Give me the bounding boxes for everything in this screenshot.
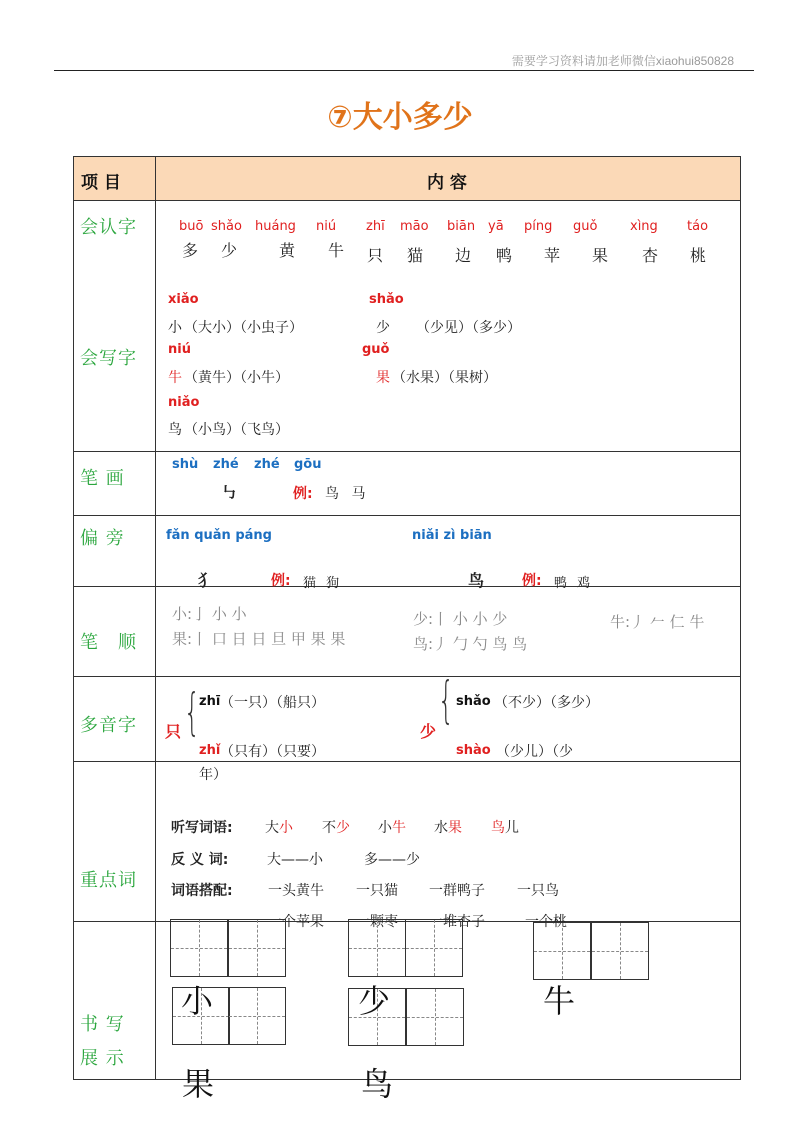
polyphone-char: 少 xyxy=(420,722,437,741)
word-list: （大小）（小虫子） xyxy=(184,320,303,336)
pinyin: píng xyxy=(524,219,553,234)
collocation: 一堆杏子 xyxy=(429,914,485,930)
collocation: 一个桃 xyxy=(525,914,567,930)
char: 少 xyxy=(221,241,238,260)
word-list: （一只）（船只） xyxy=(220,695,325,711)
char: 桃 xyxy=(690,246,707,265)
antonym-label: 反 义 词: xyxy=(171,852,229,868)
example-words: 猫 狗 xyxy=(303,576,340,591)
stroke-glyph: ㇉ xyxy=(221,483,238,502)
pinyin: fǎn quǎn páng xyxy=(166,528,272,543)
stroke-order: 小:亅 小 小 xyxy=(172,605,247,623)
dictation-word: 水果 xyxy=(434,820,462,836)
write-char: 牛 xyxy=(168,370,182,386)
pinyin: shù xyxy=(172,457,199,472)
word-list: （小鸟）（飞鸟） xyxy=(184,422,289,438)
example-words: 鸟 马 xyxy=(325,486,366,502)
word-list-continued: 年） xyxy=(199,767,227,783)
word-list: （少儿）（少 xyxy=(496,744,573,760)
word-list: （少见）（多少） xyxy=(416,320,521,336)
write-char: 少 xyxy=(376,320,390,336)
showcase-char: 小 xyxy=(181,982,214,1020)
writing-grid-box xyxy=(228,919,286,977)
pinyin: huáng xyxy=(255,219,296,234)
pinyin: táo xyxy=(687,219,709,234)
pinyin: zhī xyxy=(199,694,221,709)
pinyin: niǎi zì biān xyxy=(412,528,492,543)
pinyin: zhé xyxy=(254,457,280,472)
polyphone-char: 只 xyxy=(165,722,182,741)
writing-grid-box xyxy=(406,988,464,1046)
writing-grid-box xyxy=(170,919,228,977)
char: 牛 xyxy=(328,241,345,260)
word-list: （只有）（只要） xyxy=(220,744,325,760)
writing-grid-box xyxy=(591,922,649,980)
pinyin: māo xyxy=(400,219,429,234)
char: 边 xyxy=(455,246,472,265)
page-title: ⑦大小多少 xyxy=(327,100,473,135)
antonym-pair: 多——少 xyxy=(364,852,420,868)
example-label: 例: xyxy=(522,573,542,589)
char: 只 xyxy=(367,246,384,265)
row-divider xyxy=(74,451,740,452)
collocation-label: 词语搭配: xyxy=(171,883,233,899)
pinyin: gōu xyxy=(294,457,322,472)
pinyin: buō xyxy=(179,219,204,234)
char: 果 xyxy=(592,246,609,265)
row-label-bihua: 笔 画 xyxy=(80,468,125,489)
write-char: 鸟 xyxy=(168,422,182,438)
char: 苹 xyxy=(544,246,561,265)
example-label: 例: xyxy=(271,573,291,589)
pinyin: zhǐ xyxy=(199,743,221,758)
stroke-order: 鸟:丿 勹 勺 鸟 鸟 xyxy=(413,635,528,653)
column-header-item: 项 目 xyxy=(81,173,121,193)
example-words: 鸭 鸡 xyxy=(554,576,591,591)
column-header-content: 内 容 xyxy=(427,173,467,193)
example-label: 例: xyxy=(293,486,313,502)
stroke-order: 少:丨 小 小 少 xyxy=(413,610,508,628)
pinyin: zhé xyxy=(213,457,239,472)
stroke-order: 牛:丿 𠂉 仁 牛 xyxy=(610,613,705,631)
pinyin: shǎo xyxy=(369,292,404,307)
pinyin: guǒ xyxy=(573,219,598,234)
showcase-char: 牛 xyxy=(543,982,576,1020)
char: 鸭 xyxy=(496,246,513,265)
char: 杏 xyxy=(642,246,659,265)
pinyin: niú xyxy=(316,219,337,234)
row-label-xiezi: 会写字 xyxy=(80,348,137,369)
radical: 犭 xyxy=(198,571,215,590)
collocation: 一个苹果 xyxy=(268,914,324,930)
brace-icon: { xyxy=(438,671,454,729)
pinyin: niú xyxy=(168,342,191,357)
row-label-pianpang: 偏 旁 xyxy=(80,528,125,549)
collocation: 一群鸭子 xyxy=(429,883,485,899)
antonym-pair: 大——小 xyxy=(267,852,323,868)
row-label-bishun: 笔 顺 xyxy=(80,632,137,653)
row-label-shuxie-1: 书 写 xyxy=(80,1014,125,1035)
writing-grid-box xyxy=(348,919,406,977)
write-char: 小 xyxy=(168,320,182,336)
pinyin: xìng xyxy=(630,219,658,234)
pinyin: shǎo xyxy=(456,694,491,709)
pinyin: biān xyxy=(447,219,476,234)
row-label-shuxie-2: 展 示 xyxy=(80,1048,125,1069)
row-divider xyxy=(74,586,740,587)
dictation-word: 小牛 xyxy=(378,820,406,836)
brace-icon: { xyxy=(184,683,200,741)
row-label-renzi: 会认字 xyxy=(80,217,137,238)
row-divider xyxy=(74,200,740,201)
writing-grid-box xyxy=(533,922,591,980)
writing-grid-box xyxy=(228,987,286,1045)
header-note: 需要学习资料请加老师微信xiaohui850828 xyxy=(511,54,734,68)
char: 猫 xyxy=(407,246,424,265)
collocation: 一只鸟 xyxy=(517,883,559,899)
collocation: 一只猫 xyxy=(356,883,398,899)
word-list: （水果）（果树） xyxy=(392,370,497,386)
column-divider xyxy=(155,157,156,1079)
row-divider xyxy=(74,676,740,677)
char: 黄 xyxy=(279,241,296,260)
collocation: 一头黄牛 xyxy=(268,883,324,899)
dictation-word: 鸟儿 xyxy=(491,820,519,836)
word-list: （不少）（多少） xyxy=(494,695,599,711)
dictation-word: 不少 xyxy=(322,820,350,836)
row-divider xyxy=(74,515,740,516)
row-label-zhongdian: 重点词 xyxy=(80,870,137,891)
pinyin: xiǎo xyxy=(168,292,199,307)
row-divider xyxy=(74,761,740,762)
stroke-order: 果:丨 口 日 日 旦 甲 果 果 xyxy=(172,630,346,648)
showcase-char: 果 xyxy=(182,1065,215,1103)
word-list: （黄牛）（小牛） xyxy=(184,370,289,386)
row-label-duoyin: 多音字 xyxy=(80,715,137,736)
pinyin: yā xyxy=(488,219,504,234)
char: 多 xyxy=(182,241,199,260)
pinyin: guǒ xyxy=(362,342,390,357)
writing-grid-box xyxy=(405,919,463,977)
pinyin: niǎo xyxy=(168,395,200,410)
showcase-char: 鸟 xyxy=(361,1065,394,1103)
table-header-background xyxy=(74,157,740,200)
showcase-char: 少 xyxy=(358,982,391,1020)
radical: 鸟 xyxy=(468,571,485,590)
pinyin: zhī xyxy=(366,219,385,234)
collocation: 一颗枣 xyxy=(356,914,398,930)
dictation-word: 大小 xyxy=(265,820,293,836)
pinyin: shǎo xyxy=(211,219,242,234)
dictation-label: 听写词语: xyxy=(171,820,233,836)
write-char: 果 xyxy=(376,370,390,386)
header-divider xyxy=(54,70,754,71)
pinyin: shào xyxy=(456,743,491,758)
